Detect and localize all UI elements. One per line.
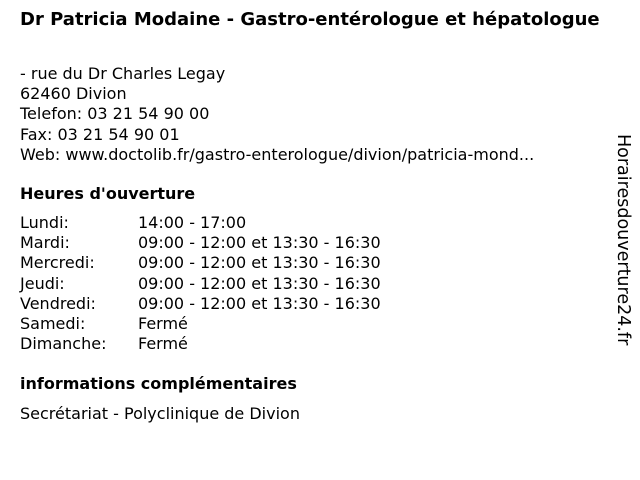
phone-number: Telefon: 03 21 54 90 00 [20, 104, 210, 124]
additional-info-heading: informations complémentaires [20, 374, 297, 393]
hours-row-tuesday [20, 233, 381, 253]
hours-value: Fermé [138, 334, 188, 354]
postal-city: 62460 Divion [20, 84, 127, 104]
hours-value: 09:00 - 12:00 et 13:30 - 16:30 [138, 293, 381, 313]
website-link[interactable]: Web: www.doctolib.fr/gastro-enterologue/divion/patricia-mond... [20, 144, 535, 164]
hours-row-monday [20, 213, 381, 233]
day-label: Jeudi: [20, 273, 65, 293]
day-label: Vendredi: [20, 293, 96, 313]
hours-row-friday [20, 294, 381, 314]
fax-number: Fax: 03 21 54 90 01 [20, 124, 180, 144]
day-label: Dimanche: [20, 334, 107, 354]
day-label: Mercredi: [20, 253, 95, 273]
hours-value: Fermé [138, 314, 188, 334]
watermark [612, 134, 634, 346]
hours-row-saturday [20, 314, 381, 334]
hours-value: 09:00 - 12:00 et 13:30 - 16:30 [138, 273, 381, 293]
additional-info-text: Secrétariat - Polyclinique de Divion [20, 404, 300, 423]
watermark-text: Horairesdouverture24.fr [613, 134, 633, 346]
hours-row-sunday [20, 334, 381, 354]
opening-hours-heading: Heures d'ouverture [20, 184, 196, 203]
day-label: Mardi: [20, 233, 70, 253]
hours-value: 09:00 - 12:00 et 13:30 - 16:30 [138, 233, 381, 253]
page-title: Dr Patricia Modaine - Gastro-entérologue et hépatologue [20, 9, 600, 30]
hours-value: 14:00 - 17:00 [138, 213, 247, 232]
hours-row-thursday [20, 274, 381, 294]
street-address: - rue du Dr Charles Legay [20, 64, 226, 83]
hours-row-wednesday [20, 253, 381, 273]
day-label: Samedi: [20, 314, 86, 334]
hours-value: 09:00 - 12:00 et 13:30 - 16:30 [138, 253, 381, 273]
opening-hours-table [20, 213, 381, 354]
day-label: Lundi: [20, 213, 69, 232]
address-block [20, 64, 534, 165]
